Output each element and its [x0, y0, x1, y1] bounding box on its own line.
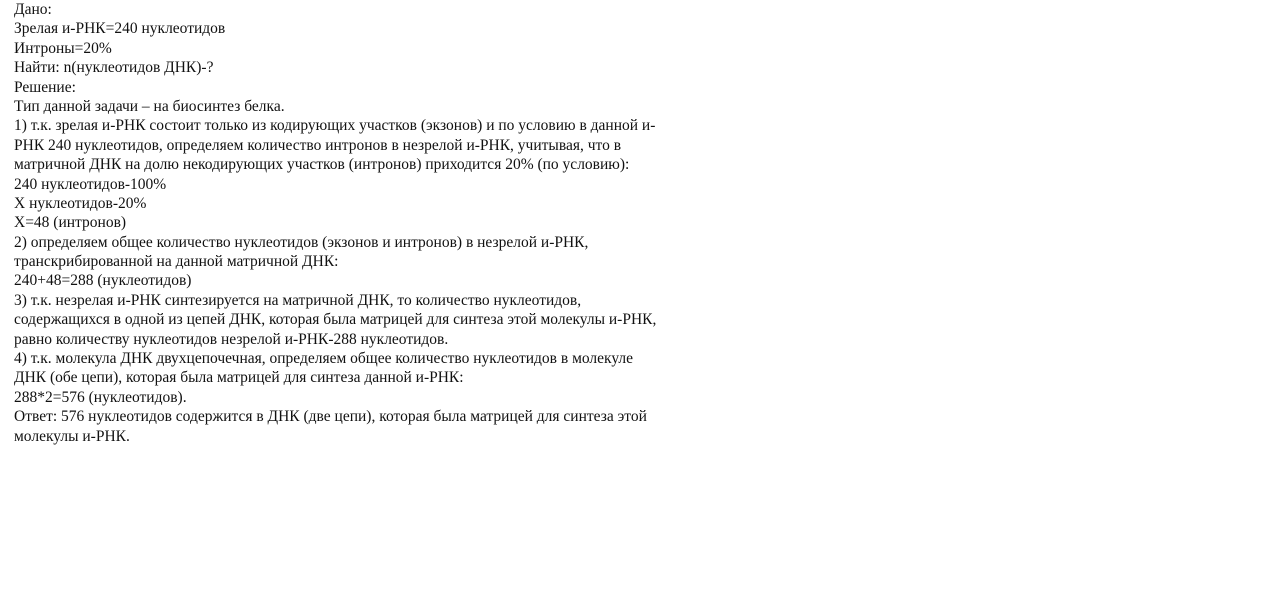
document-body [14, 0, 774, 446]
step-3-line-1: 3) т.к. незрелая и-РНК синтезируется на матричной ДНК, то количество нуклеотидов, [14, 291, 582, 309]
find-dna-nucleotides: Найти: n(нуклеотидов ДНК)-? [14, 59, 214, 77]
step-1-line-1: 1) т.к. зрелая и-РНК состоит только из кодирующих участков (экзонов) и по условию в данной и- [14, 117, 656, 135]
heading-given: Дано: [14, 1, 52, 18]
answer-line-2: молекулы и-РНК. [14, 427, 130, 445]
step-4-line-2: ДНК (обе цепи), которая была матрицей для синтеза данной и-РНК: [14, 369, 464, 387]
heading-solution: Решение: [14, 78, 76, 96]
step-4-line-1: 4) т.к. молекула ДНК двухцепочечная, определяем общее количество нуклеотидов в молекуле [14, 350, 634, 368]
proportion-result: Х=48 (интронов) [14, 214, 127, 232]
step-3-line-2: содержащихся в одной из цепей ДНК, которая была матрицей для синтеза этой молекулы и-РНК, [14, 311, 657, 329]
step-4-calculation: 288*2=576 (нуклеотидов). [14, 388, 187, 406]
answer-line-1: Ответ: 576 нуклеотидов содержится в ДНК (две цепи), которая была матрицей для синтеза этой [14, 408, 647, 426]
given-introns: Интроны=20% [14, 39, 112, 57]
step-2-line-1: 2) определяем общее количество нуклеотидов (экзонов и интронов) в незрелой и-РНК, [14, 233, 589, 251]
step-1-line-3: матричной ДНК на долю некодирующих участков (интронов) приходится 20% (по условию): [14, 156, 630, 174]
step-2-calculation: 240+48=288 (нуклеотидов) [14, 272, 192, 290]
proportion-line-1: 240 нуклеотидов-100% [14, 175, 167, 193]
given-mature-mrna: Зрелая и-РНК=240 нуклеотидов [14, 20, 226, 38]
task-type-line: Тип данной задачи – на биосинтез белка. [14, 97, 285, 115]
proportion-line-2: Х нуклеотидов-20% [14, 194, 147, 212]
step-2-line-2: транскрибированной на данной матричной ДНК: [14, 253, 339, 271]
step-3-line-3: равно количеству нуклеотидов незрелой и-РНК-288 нуклеотидов. [14, 330, 449, 348]
step-1-line-2: РНК 240 нуклеотидов, определяем количество интронов в незрелой и-РНК, учитывая, что в [14, 136, 622, 154]
